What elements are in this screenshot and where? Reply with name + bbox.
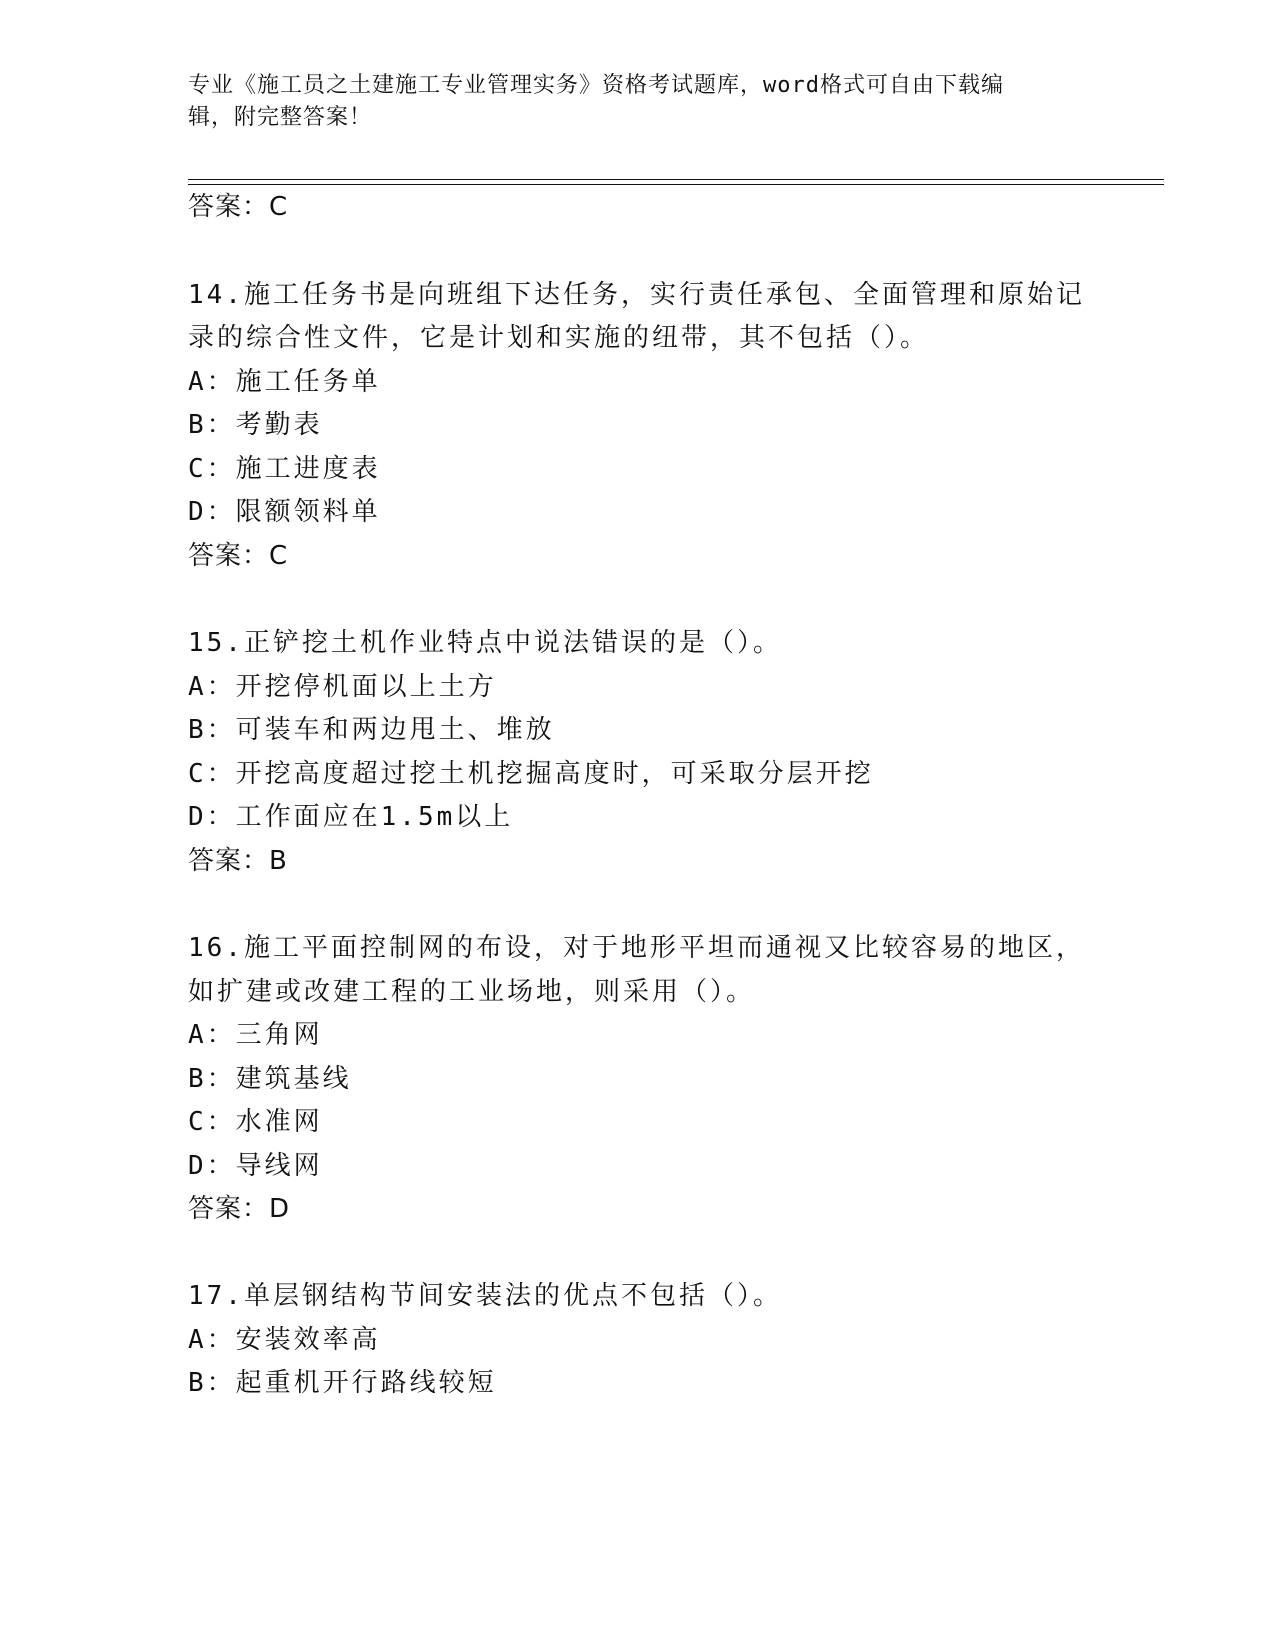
q14-option-d: D：限额领料单 (188, 497, 381, 527)
q16-stem-line-1: 16.施工平面控制网的布设，对于地形平坦而通视又比较容易的地区， (188, 933, 1085, 963)
q16-answer: 答案：D (188, 1194, 291, 1224)
q16-option-d: D：导线网 (188, 1151, 323, 1181)
q16-stem-line-2: 如扩建或改建工程的工业场地，则采用（）。 (188, 977, 756, 1007)
q17-stem-line-1: 17.单层钢结构节间安装法的优点不包括（）。 (188, 1281, 782, 1311)
q15-stem-line-1: 15.正铲挖土机作业特点中说法错误的是（）。 (188, 628, 782, 658)
q17-option-b: B：起重机开行路线较短 (188, 1368, 497, 1398)
q15-option-d: D：工作面应在1.5m以上 (188, 802, 514, 832)
q15-option-c: C：开挖高度超过挖土机挖掘高度时，可采取分层开挖 (188, 759, 874, 789)
document-header (188, 70, 1088, 134)
header-line-2: 辑，附完整答案！ (188, 105, 373, 130)
q15-option-b: B：可装车和两边甩土、堆放 (188, 715, 555, 745)
header-rule-bottom (188, 184, 1164, 185)
q16-option-c: C：水准网 (188, 1107, 323, 1137)
q17-option-a: A：安装效率高 (188, 1325, 381, 1355)
q16-option-a: A：三角网 (188, 1020, 323, 1050)
q14-answer: 答案：C (188, 541, 289, 571)
header-rule-top (188, 179, 1164, 180)
q15-answer: 答案：B (188, 846, 288, 876)
prev-answer: 答案：C (188, 192, 289, 222)
q14-option-c: C：施工进度表 (188, 454, 381, 484)
q14-option-b: B：考勤表 (188, 410, 323, 440)
header-line-1: 专业《施工员之土建施工专业管理实务》资格考试题库，word格式可自由下载编 (188, 73, 1004, 98)
q15-option-a: A：开挖停机面以上土方 (188, 672, 497, 702)
q14-option-a: A：施工任务单 (188, 367, 381, 397)
q14-stem-line-1: 14.施工任务书是向班组下达任务，实行责任承包、全面管理和原始记 (188, 280, 1085, 310)
q14-stem-line-2: 录的综合性文件，它是计划和实施的纽带，其不包括（）。 (188, 323, 930, 353)
q16-option-b: B：建筑基线 (188, 1064, 352, 1094)
